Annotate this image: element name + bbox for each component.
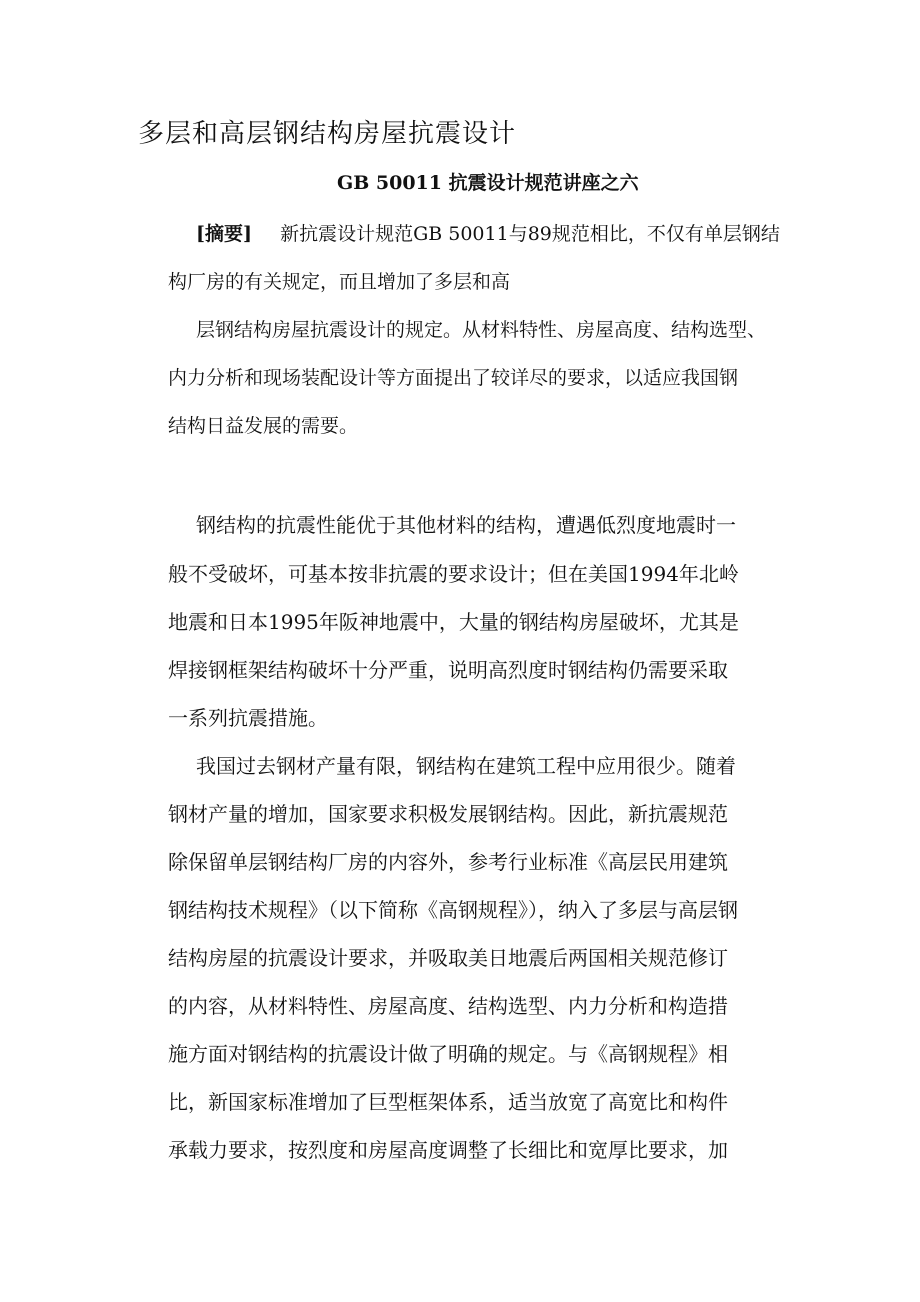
- paragraph1-line-4: 焊接钢框架结构破坏十分严重，说明高烈度时钢结构仍需要采取: [168, 658, 728, 682]
- document-title: 多层和高层钢结构房屋抗震设计: [138, 119, 517, 149]
- paragraph1-line-2: 般不受破坏，可基本按非抗震的要求设计；但在美国1994年北岭: [168, 562, 739, 586]
- paragraph2-line-6: 的内容，从材料特性、房屋高度、结构选型、内力分析和构造措: [168, 994, 728, 1018]
- paragraph2-line-8: 比，新国家标准增加了巨型框架体系，适当放宽了高宽比和构件: [168, 1090, 728, 1114]
- paragraph2-line-4: 钢结构技术规程》（以下简称《高钢规程》），纳入了多层与高层钢: [168, 898, 738, 922]
- abstract-line-2: 构厂房的有关规定，而且增加了多层和高: [168, 271, 511, 293]
- abstract-line-5: 结构日益发展的需要。: [168, 415, 359, 437]
- abstract-line-4: 内力分析和现场装配设计等方面提出了较详尽的要求，以适应我国钢: [168, 367, 739, 389]
- document-subtitle: GB 50011 抗震设计规范讲座之六: [337, 172, 639, 194]
- paragraph2-line-9: 承载力要求，按烈度和房屋高度调整了长细比和宽厚比要求，加: [168, 1138, 728, 1162]
- paragraph2-line-5: 结构房屋的抗震设计要求，并吸取美日地震后两国相关规范修订: [168, 946, 728, 970]
- paragraph1-line-5: 一系列抗震措施。: [168, 706, 328, 730]
- paragraph1-line-3: 地震和日本1995年阪神地震中，大量的钢结构房屋破坏，尤其是: [168, 610, 739, 634]
- paragraph2-line-7: 施方面对钢结构的抗震设计做了明确的规定。与《高钢规程》相: [168, 1042, 728, 1066]
- abstract-text-1: 新抗震设计规范GB 50011与89规范相比，不仅有单层钢结: [280, 223, 780, 245]
- abstract-line-1: [196, 225, 780, 244]
- paragraph2-line-2: 钢材产量的增加，国家要求积极发展钢结构。因此，新抗震规范: [168, 802, 728, 826]
- paragraph2-line-3: 除保留单层钢结构厂房的内容外，参考行业标准《高层民用建筑: [168, 850, 728, 874]
- abstract-label: [摘要]: [196, 223, 252, 245]
- paragraph2-line-1: 我国过去钢材产量有限，钢结构在建筑工程中应用很少。随着: [196, 754, 736, 778]
- paragraph1-line-1: 钢结构的抗震性能优于其他材料的结构，遭遇低烈度地震时一: [196, 513, 736, 537]
- abstract-line-3: 层钢结构房屋抗震设计的规定。从材料特性、房屋高度、结构选型、: [196, 319, 767, 341]
